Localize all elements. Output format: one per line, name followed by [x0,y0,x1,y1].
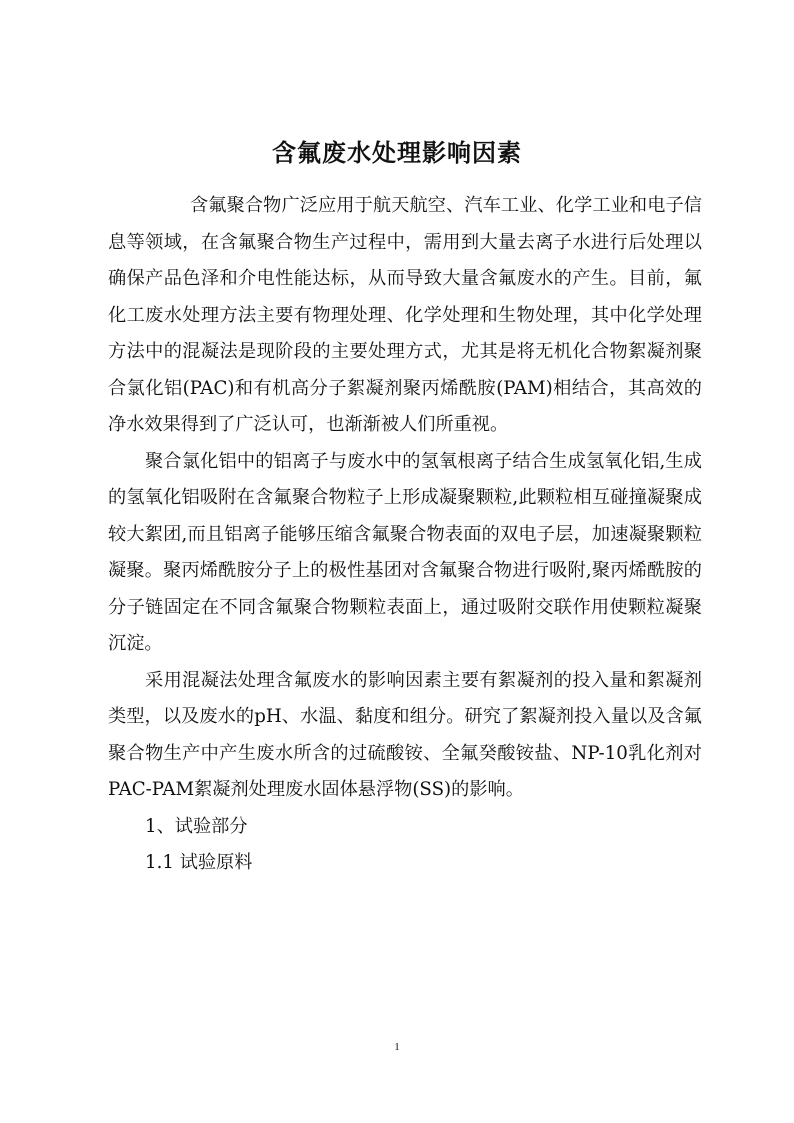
paragraph-mechanism: 聚合氯化铝中的铝离子与废水中的氢氧根离子结合生成氢氧化铝,生成的氢氧化铝吸附在含氟聚合物粒子上形成凝聚颗粒,此颗粒相互碰撞凝聚成较大絮团,而且铝离子能够压缩含氟聚合物表面的双电子层，加速凝聚颗粒凝聚。聚丙烯酰胺分子上的极性基团对含氟聚合物进行吸附,聚丙烯酰胺的分子链固定在不同含氟聚合物颗粒表面上，通过吸附交联作用使颗粒凝聚沉淀。 [108,450,702,654]
paragraph-intro: 含氟聚合物广泛应用于航天航空、汽车工业、化学工业和电子信息等领域，在含氟聚合物生产过程中，需用到大量去离子水进行后处理以确保产品色泽和介电性能达标，从而导致大量含氟废水的产生。目前，氟化工废水处理方法主要有物理处理、化学处理和生物处理，其中化学处理方法中的混凝法是现阶段的主要处理方式，尤其是将无机化合物絮凝剂聚合氯化铝(PAC)和有机高分子絮凝剂聚丙烯酰胺(PAM)相结合，其高效的净水效果得到了广泛认可，也渐渐被人们所重视。 [108,195,702,435]
page-title: 含氟废水处理影响因素 [272,139,522,167]
section-heading-experiment: 1、试验部分 [145,815,248,837]
page-number: 1 [394,1041,400,1053]
document-body [108,188,702,882]
subsection-heading-materials: 1.1 试验原料 [145,852,253,873]
paragraph-factors: 采用混凝法处理含氟废水的影响因素主要有絮凝剂的投入量和絮凝剂类型，以及废水的pH、水温、黏度和组分。研究了絮凝剂投入量以及含氟聚合物生产中产生废水所含的过硫酸铵、全氟癸酸铵盐、NP-10乳化剂对PAC-PAM絮凝剂处理废水固体悬浮物(SS)的影响。 [108,669,702,800]
